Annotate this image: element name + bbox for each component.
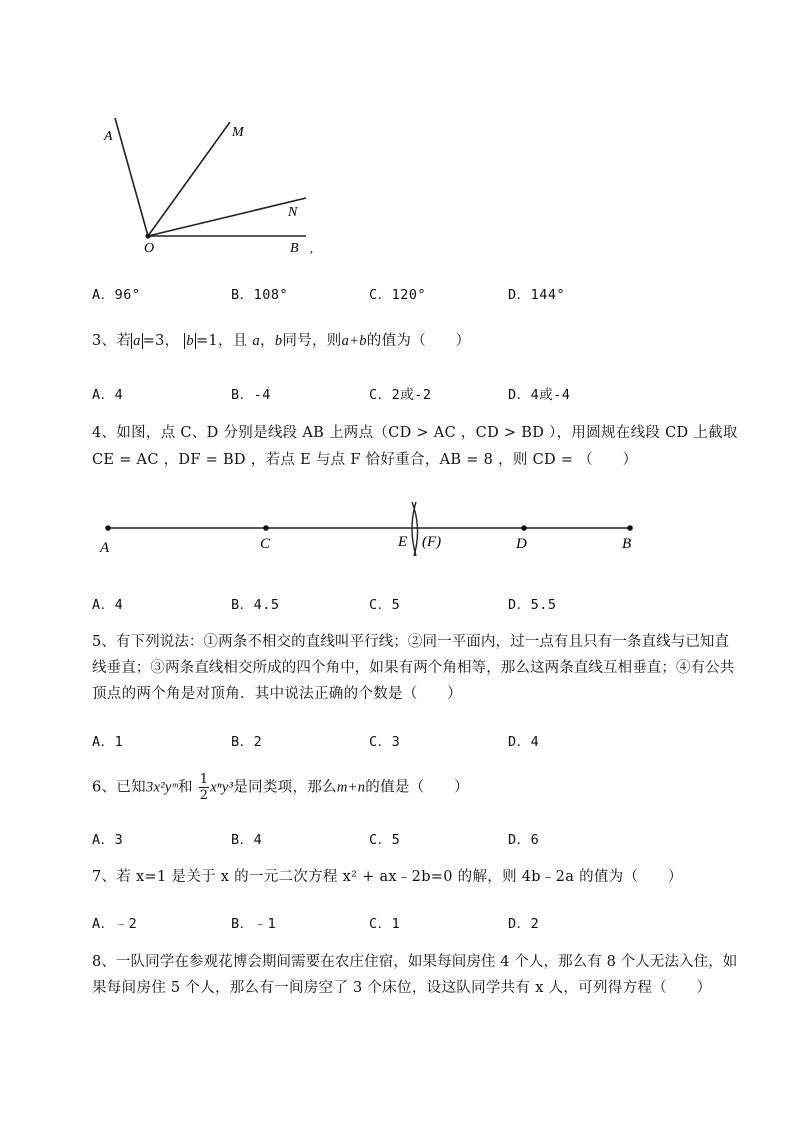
q3-text-1: 3、若 [92,333,132,349]
q2-option-b[interactable]: B．108° [231,287,289,303]
q6-text-3: 是同类项，那么 [233,779,337,796]
q3-a: a [252,333,261,349]
q6-frac-num: 1 [199,772,209,787]
label-D: D [516,536,527,552]
label-O: O [144,241,155,256]
q3-text-3: 的值为（ ） [366,333,471,349]
label-C: C [260,536,271,552]
label-A2: A [100,540,110,556]
q3-option-a[interactable]: A．4 [92,387,124,403]
q6-frac-den: 2 [199,788,209,803]
q7-option-c[interactable]: C．1 [369,916,401,932]
point-B [627,525,633,531]
question-6 [92,772,469,803]
q5-option-b[interactable]: B．2 [231,734,263,750]
ray-OA [115,118,148,236]
question-3 [92,328,470,354]
q3-eq1: =3， [142,333,180,349]
q6-option-b[interactable]: B．4 [231,832,263,848]
q5-option-c[interactable]: C．3 [369,734,401,750]
q4-line-2: CE = AC ，DF = BD ，若点 E 与点 F 恰好重合，AB = 8 ，则 CD = （ ） [92,452,638,468]
q7-option-b[interactable]: B．﹣1 [231,916,277,932]
q5-line-1: 5、有下列说法：①两条不相交的直线叫平行线；②同一平面内，过一点有且只有一条直线与已知直 [92,634,730,650]
label-N: N [288,205,298,220]
label-F: (F) [422,534,442,550]
q6-text-2: 和 [177,779,193,796]
q7-text: 7、若 x=1 是关于 x 的一元二次方程 x² + ax﹣2b=0 的解，则 4b﹣2a 的值为（ ） [92,869,683,885]
q5-line-2: 线垂直；③两条直线相交所成的四个角中，如果有两个角相等，那么这两条直线互相垂直；④有公共 [92,660,735,676]
label-M: M [232,125,244,140]
q3-abs-b: b [186,333,194,349]
q3-comma: ， [260,333,275,349]
q3-b: b [274,333,283,349]
label-E: E [398,534,408,550]
q2-option-d[interactable]: D．144° [508,287,566,303]
q4-option-a[interactable]: A．4 [92,597,124,613]
q3-option-d[interactable]: D．4或-4 [508,387,571,403]
q6-text-4: 的值是（ ） [365,779,469,796]
q3-option-b[interactable]: B．-4 [231,387,271,403]
q6-term2: xⁿy³ [210,779,234,796]
q6-expr: m+n [336,779,366,796]
q6-option-c[interactable]: C．5 [369,832,401,848]
label-B: B [290,241,299,256]
angle-figure [90,110,330,260]
q6-text-1: 6、已知 [92,779,146,796]
q3-eq2: =1，且 [195,333,248,349]
q6-option-a[interactable]: A．3 [92,832,124,848]
q5-option-a[interactable]: A．1 [92,734,124,750]
label-B2: B [622,536,632,552]
q4-line-1: 4、如图，点 C、D 分别是线段 AB 上两点（CD > AC ，CD > BD ），用圆规在线段 CD 上截取 [92,425,738,441]
q3-text-2: 同号，则 [282,333,342,349]
q4-option-c[interactable]: C．5 [369,597,401,613]
q6-fraction [199,772,210,803]
q8-line-1: 8、一队同学在参观花博会期间需要在农庄住宿，如果每间房住 4 个人，那么有 8 个人无法入住，如 [92,954,738,970]
point-A [105,525,111,531]
q2-option-c[interactable]: C．120° [369,287,427,303]
q5-line-3: 顶点的两个角是对顶角．其中说法正确的个数是（ ） [92,686,462,702]
compass-arc-right [412,502,418,556]
q6-term1: 3x²yᵐ [145,779,178,796]
q2-option-a[interactable]: A．96° [92,287,141,303]
q3-option-c[interactable]: C．2或-2 [369,387,432,403]
q7-option-a[interactable]: A．﹣2 [92,916,138,932]
q6-option-d[interactable]: D．6 [508,832,540,848]
q3-expr: a+b [341,333,367,349]
q8-line-2: 果每间房住 5 个人，那么有一间房空了 3 个床位，设这队同学共有 x 人，可列得方程（ ） [92,980,712,996]
point-D [521,525,527,531]
label-A: A [104,129,113,144]
q5-option-d[interactable]: D．4 [508,734,540,750]
segment-figure [96,498,646,558]
q7-option-d[interactable]: D．2 [508,916,540,932]
q3-abs-a: a [133,333,141,349]
point-C [263,525,269,531]
q4-option-d[interactable]: D．5.5 [508,597,557,613]
point-O [145,233,150,238]
label-tail: , [310,241,313,255]
q4-option-b[interactable]: B．4.5 [231,597,280,613]
